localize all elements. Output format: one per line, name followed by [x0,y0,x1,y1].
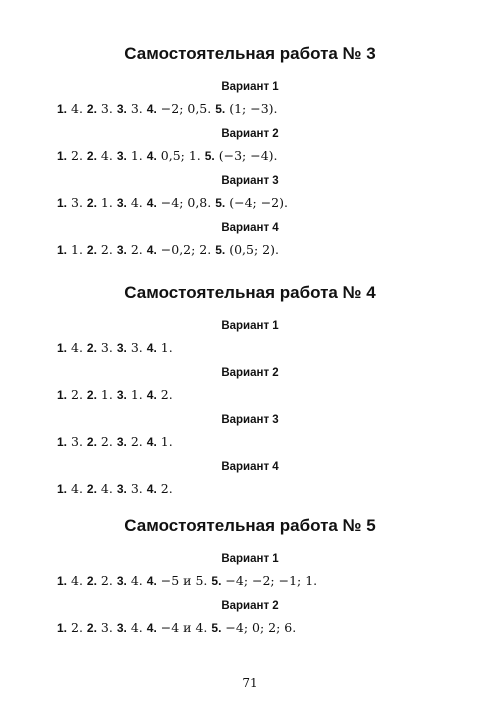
variant-4 [0,220,500,267]
answer-value: 1. [100,195,113,210]
answer-value: 4. [130,620,143,635]
answer-value: 1. [130,148,143,163]
section-3 [0,43,500,267]
answer-number: 2. [86,341,97,355]
answer-line [57,619,296,636]
answer-line [57,480,173,497]
answer-line [57,147,278,164]
answer-value: 2. [160,387,173,402]
section-5 [0,515,500,645]
answer-number: 4. [146,435,157,449]
answer-value: 4. [130,195,143,210]
answer-line [57,100,278,117]
answer-number: 3. [116,149,127,163]
answer-number: 3. [116,243,127,257]
answer-number: 4. [146,388,157,402]
answer-number: 2. [86,388,97,402]
answer-value: 2. [71,387,83,402]
answer-number: 1. [57,341,68,355]
section-4 [0,282,500,506]
answer-value: 4. [71,340,83,355]
variant-4 [0,459,500,506]
answer-value: −0,2; 2. [160,242,212,257]
answer-value: 2. [130,242,143,257]
answer-number: 4. [146,341,157,355]
variant-title: Вариант 2 [221,128,279,140]
answer-value: (1; −3). [229,101,278,116]
answer-number: 1. [57,482,68,496]
answer-value: 4. [71,101,83,116]
answer-value: 3. [71,195,83,210]
answer-number: 2. [86,149,97,163]
answer-value: 1. [100,387,113,402]
answer-value: 2. [100,242,113,257]
variant-title: Вариант 4 [221,461,279,473]
answer-number: 4. [146,196,157,210]
variant-3 [0,412,500,459]
answer-value: 1. [160,434,173,449]
answer-value: 4. [100,148,113,163]
variant-2 [0,598,500,645]
page-number: 71 [242,676,258,690]
answer-value: 4. [71,481,83,496]
answer-number: 3. [116,102,127,116]
variant-title: Вариант 2 [221,600,279,612]
answer-value: −4 и 4. [160,620,208,635]
section-title: Самостоятельная работа № 4 [124,283,376,302]
variant-title: Вариант 4 [221,222,279,234]
variant-2 [0,365,500,412]
answer-number: 4. [146,482,157,496]
answer-number: 1. [57,196,68,210]
answer-number: 4. [146,243,157,257]
answer-number: 4. [146,149,157,163]
answer-value: 1. [71,242,83,257]
answer-number: 3. [116,482,127,496]
answer-number: 5. [211,621,222,635]
answer-number: 2. [86,102,97,116]
answer-number: 1. [57,243,68,257]
answer-number: 1. [57,621,68,635]
answer-number: 5. [215,102,226,116]
answer-number: 2. [86,621,97,635]
answer-line [57,339,173,356]
answer-number: 4. [146,574,157,588]
answer-number: 4. [146,621,157,635]
answer-number: 1. [57,388,68,402]
answer-number: 1. [57,574,68,588]
answer-number: 3. [116,435,127,449]
answer-value: 3. [71,434,83,449]
variant-2 [0,126,500,173]
answer-number: 3. [116,196,127,210]
answer-number: 5. [204,149,215,163]
answer-value: 2. [100,573,113,588]
answer-number: 3. [116,388,127,402]
answer-value: 2. [71,148,83,163]
answer-value: 3. [130,101,143,116]
variant-1 [0,318,500,365]
section-title: Самостоятельная работа № 3 [124,44,376,63]
answer-number: 2. [86,482,97,496]
answer-number: 5. [211,574,222,588]
variant-3 [0,173,500,220]
answer-line [57,386,173,403]
answer-value: −4; −2; −1; 1. [225,573,318,588]
answer-value: (−3; −4). [218,148,278,163]
answer-value: 1. [130,387,143,402]
variant-title: Вариант 2 [221,367,279,379]
variant-1 [0,551,500,598]
variant-title: Вариант 1 [221,81,279,93]
answer-value: 1. [160,340,173,355]
answer-value: 3. [100,340,113,355]
variant-title: Вариант 3 [221,175,279,187]
answer-number: 1. [57,149,68,163]
answer-number: 3. [116,621,127,635]
answer-value: (0,5; 2). [229,242,279,257]
answer-value: 2. [130,434,143,449]
answer-number: 2. [86,435,97,449]
answer-number: 2. [86,574,97,588]
answer-value: 0,5; 1. [160,148,201,163]
answer-value: −4; 0,8. [160,195,212,210]
answer-value: 3. [100,101,113,116]
variant-title: Вариант 3 [221,414,279,426]
answer-value: 2. [71,620,83,635]
answer-line [57,572,317,589]
answer-line [57,433,173,450]
answer-value: 4. [100,481,113,496]
answer-value: −4; 0; 2; 6. [225,620,297,635]
section-title: Самостоятельная работа № 5 [124,516,376,535]
variant-title: Вариант 1 [221,320,279,332]
answer-number: 1. [57,435,68,449]
variant-1 [0,79,500,126]
answer-value: 4. [71,573,83,588]
answer-number: 3. [116,341,127,355]
answer-value: 3. [100,620,113,635]
answer-line [57,194,288,211]
variant-title: Вариант 1 [221,553,279,565]
answer-number: 2. [86,196,97,210]
answer-number: 4. [146,102,157,116]
answer-value: 2. [160,481,173,496]
answer-value: 4. [130,573,143,588]
answer-value: −2; 0,5. [160,101,212,116]
answer-number: 3. [116,574,127,588]
answer-number: 2. [86,243,97,257]
answer-value: −5 и 5. [160,573,208,588]
answer-value: 3. [130,481,143,496]
answer-value: 2. [100,434,113,449]
answer-number: 5. [215,243,226,257]
answer-number: 5. [215,196,226,210]
answer-number: 1. [57,102,68,116]
answer-line [57,241,279,258]
answer-value: (−4; −2). [229,195,288,210]
answer-value: 3. [130,340,143,355]
